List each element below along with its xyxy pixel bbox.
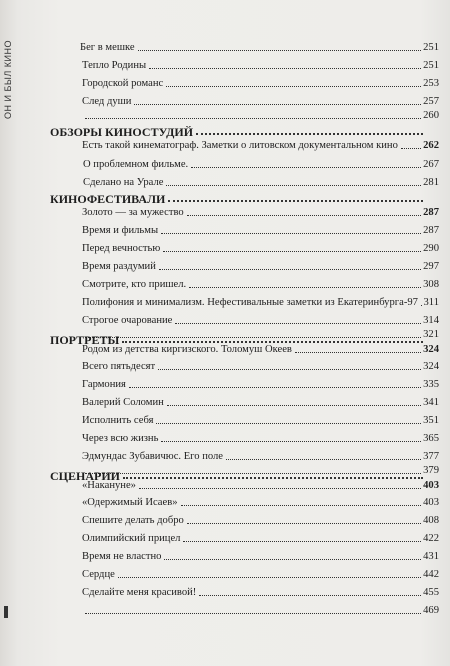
toc-leader: [168, 200, 423, 202]
toc-row: [82, 203, 439, 219]
toc-title: Время раздумий: [82, 261, 156, 272]
toc-page: 442: [423, 569, 439, 580]
toc-page: 308: [423, 279, 439, 290]
toc-leader: [167, 405, 421, 406]
toc-page: 314: [423, 315, 439, 326]
toc-leader: [421, 305, 422, 306]
toc-page: 267: [423, 159, 439, 170]
toc-title: Есть такой кинематограф. Заметки о литовском документальном кино: [82, 140, 398, 151]
toc-leader: [191, 167, 421, 168]
toc-row: [82, 293, 439, 309]
toc-title: Городской романс: [82, 78, 164, 89]
toc-leader: [164, 559, 421, 560]
toc-title: Эдмундас Зубавичюс. Его поле: [82, 451, 224, 462]
toc-leader: [166, 185, 421, 186]
toc-page: 431: [423, 551, 439, 562]
toc-page: 311: [423, 297, 439, 308]
toc-leader: [181, 505, 422, 506]
toc-title: Валерий Соломин: [82, 397, 164, 408]
toc-page: 290: [423, 243, 439, 254]
toc-row: [83, 173, 439, 189]
toc-title: Смотрите, кто пришел.: [82, 279, 187, 290]
toc-leader: [401, 148, 421, 149]
toc-page: 379: [423, 465, 439, 476]
toc-title: Сделано на Урале: [83, 177, 164, 188]
toc-page: 324: [423, 361, 439, 372]
toc-row: [82, 375, 439, 391]
toc-page: 260: [423, 110, 439, 121]
toc-leader: [85, 118, 421, 119]
toc-leader: [85, 613, 421, 614]
toc-row: [83, 155, 439, 171]
toc-page: 262: [423, 140, 439, 151]
toc-row: [82, 393, 439, 409]
toc-leader: [183, 541, 421, 542]
toc-title: Бег в мешке: [80, 42, 135, 53]
toc-row: [80, 38, 439, 54]
toc-page: 365: [423, 433, 439, 444]
toc-row: [82, 411, 439, 427]
toc-leader: [156, 423, 421, 424]
toc-title: «Одержимый Исаев»: [82, 497, 178, 508]
toc-leader: [187, 215, 421, 216]
toc-page: 321: [423, 329, 439, 340]
toc-leader: [189, 287, 421, 288]
toc-page: 408: [423, 515, 439, 526]
toc-leader: [295, 352, 421, 353]
toc-row: [82, 56, 439, 72]
toc-title: Полифония и минимализм. Нефестивальные заметки из Екатеринбурга-97: [82, 297, 418, 308]
toc-title: Золото — за мужество: [82, 207, 184, 218]
toc-leader: [196, 133, 423, 135]
toc-title: Тепло Родины: [82, 60, 147, 71]
toc-leader: [161, 441, 421, 442]
toc-row: [82, 275, 439, 291]
toc-leader: [158, 369, 421, 370]
toc-title: Исполнить себя: [82, 415, 154, 426]
toc-title: Строгое очарование: [82, 315, 173, 326]
toc-title: Спешите делать добро: [82, 515, 184, 526]
toc-page: 257: [423, 96, 439, 107]
toc-section-title: СЦЕНАРИИ: [50, 469, 121, 483]
toc-row: [82, 547, 439, 563]
toc-title: Сделайте меня красивой!: [82, 587, 197, 598]
toc-leader: [159, 269, 421, 270]
toc-leader: [199, 595, 421, 596]
toc-title: Гармония: [82, 379, 126, 390]
toc-leader: [139, 488, 421, 489]
toc-leader: [163, 251, 421, 252]
toc-row: [82, 136, 439, 152]
toc-row: [82, 106, 439, 122]
toc-title: Олимпийский прицел: [82, 533, 181, 544]
toc-page: 403: [423, 497, 439, 508]
toc-row: [82, 565, 439, 581]
toc-row: [82, 511, 439, 527]
toc-row: [82, 529, 439, 545]
toc-page: 422: [423, 533, 439, 544]
toc-leader: [161, 233, 421, 234]
toc-leader: [187, 523, 421, 524]
toc-page: 403: [423, 480, 439, 491]
toc-page: 287: [423, 207, 439, 218]
toc-page: 335: [423, 379, 439, 390]
toc-section-title: ОБЗОРЫ КИНОСТУДИЙ: [50, 125, 194, 139]
toc-title: Перед вечностью: [82, 243, 161, 254]
toc-row: [82, 429, 439, 445]
toc-leader: [118, 577, 421, 578]
toc-title: След души: [82, 96, 132, 107]
toc-page: 469: [423, 605, 439, 616]
toc-row: [82, 601, 439, 617]
toc-leader: [166, 86, 421, 87]
toc-row: [82, 257, 439, 273]
toc-title: Время не властно: [82, 551, 162, 562]
toc-title: Сердце: [82, 569, 115, 580]
toc-row: [82, 493, 439, 509]
toc-page: 341: [423, 397, 439, 408]
toc-row: [82, 476, 439, 492]
toc-page: 377: [423, 451, 439, 462]
toc-row: [82, 340, 439, 356]
toc-page: 287: [423, 225, 439, 236]
toc-page: 253: [423, 78, 439, 89]
toc-leader: [138, 50, 422, 51]
spine-header: ОН И БЫЛ КИНО: [3, 40, 13, 119]
toc-leader: [175, 323, 421, 324]
toc-leader: [149, 68, 421, 69]
toc-page: 281: [423, 177, 439, 188]
toc-leader: [134, 104, 421, 105]
toc-section-title: ПОРТРЕТЫ: [50, 333, 120, 347]
toc-row: [82, 357, 439, 373]
toc-row: [82, 74, 439, 90]
toc-row: [82, 239, 439, 255]
toc-section-title: КИНОФЕСТИВАЛИ: [50, 192, 166, 206]
toc-row: [82, 221, 439, 237]
toc-page: 297: [423, 261, 439, 272]
toc-page: 251: [423, 42, 439, 53]
toc-title: Через всю жизнь: [82, 433, 159, 444]
toc-title: «Накануне»: [82, 480, 136, 491]
toc-leader: [129, 387, 421, 388]
toc-title: Родом из детства киргизского. Толомуш Океев: [82, 344, 292, 355]
toc-page: 251: [423, 60, 439, 71]
toc-page: 351: [423, 415, 439, 426]
toc-title: О проблемном фильме.: [83, 159, 189, 170]
toc-title: Всего пятьдесят: [82, 361, 156, 372]
toc-title: Время и фильмы: [82, 225, 159, 236]
toc-page: 324: [423, 344, 439, 355]
toc-page: 455: [423, 587, 439, 598]
toc-row: [82, 583, 439, 599]
toc-leader: [226, 459, 421, 460]
